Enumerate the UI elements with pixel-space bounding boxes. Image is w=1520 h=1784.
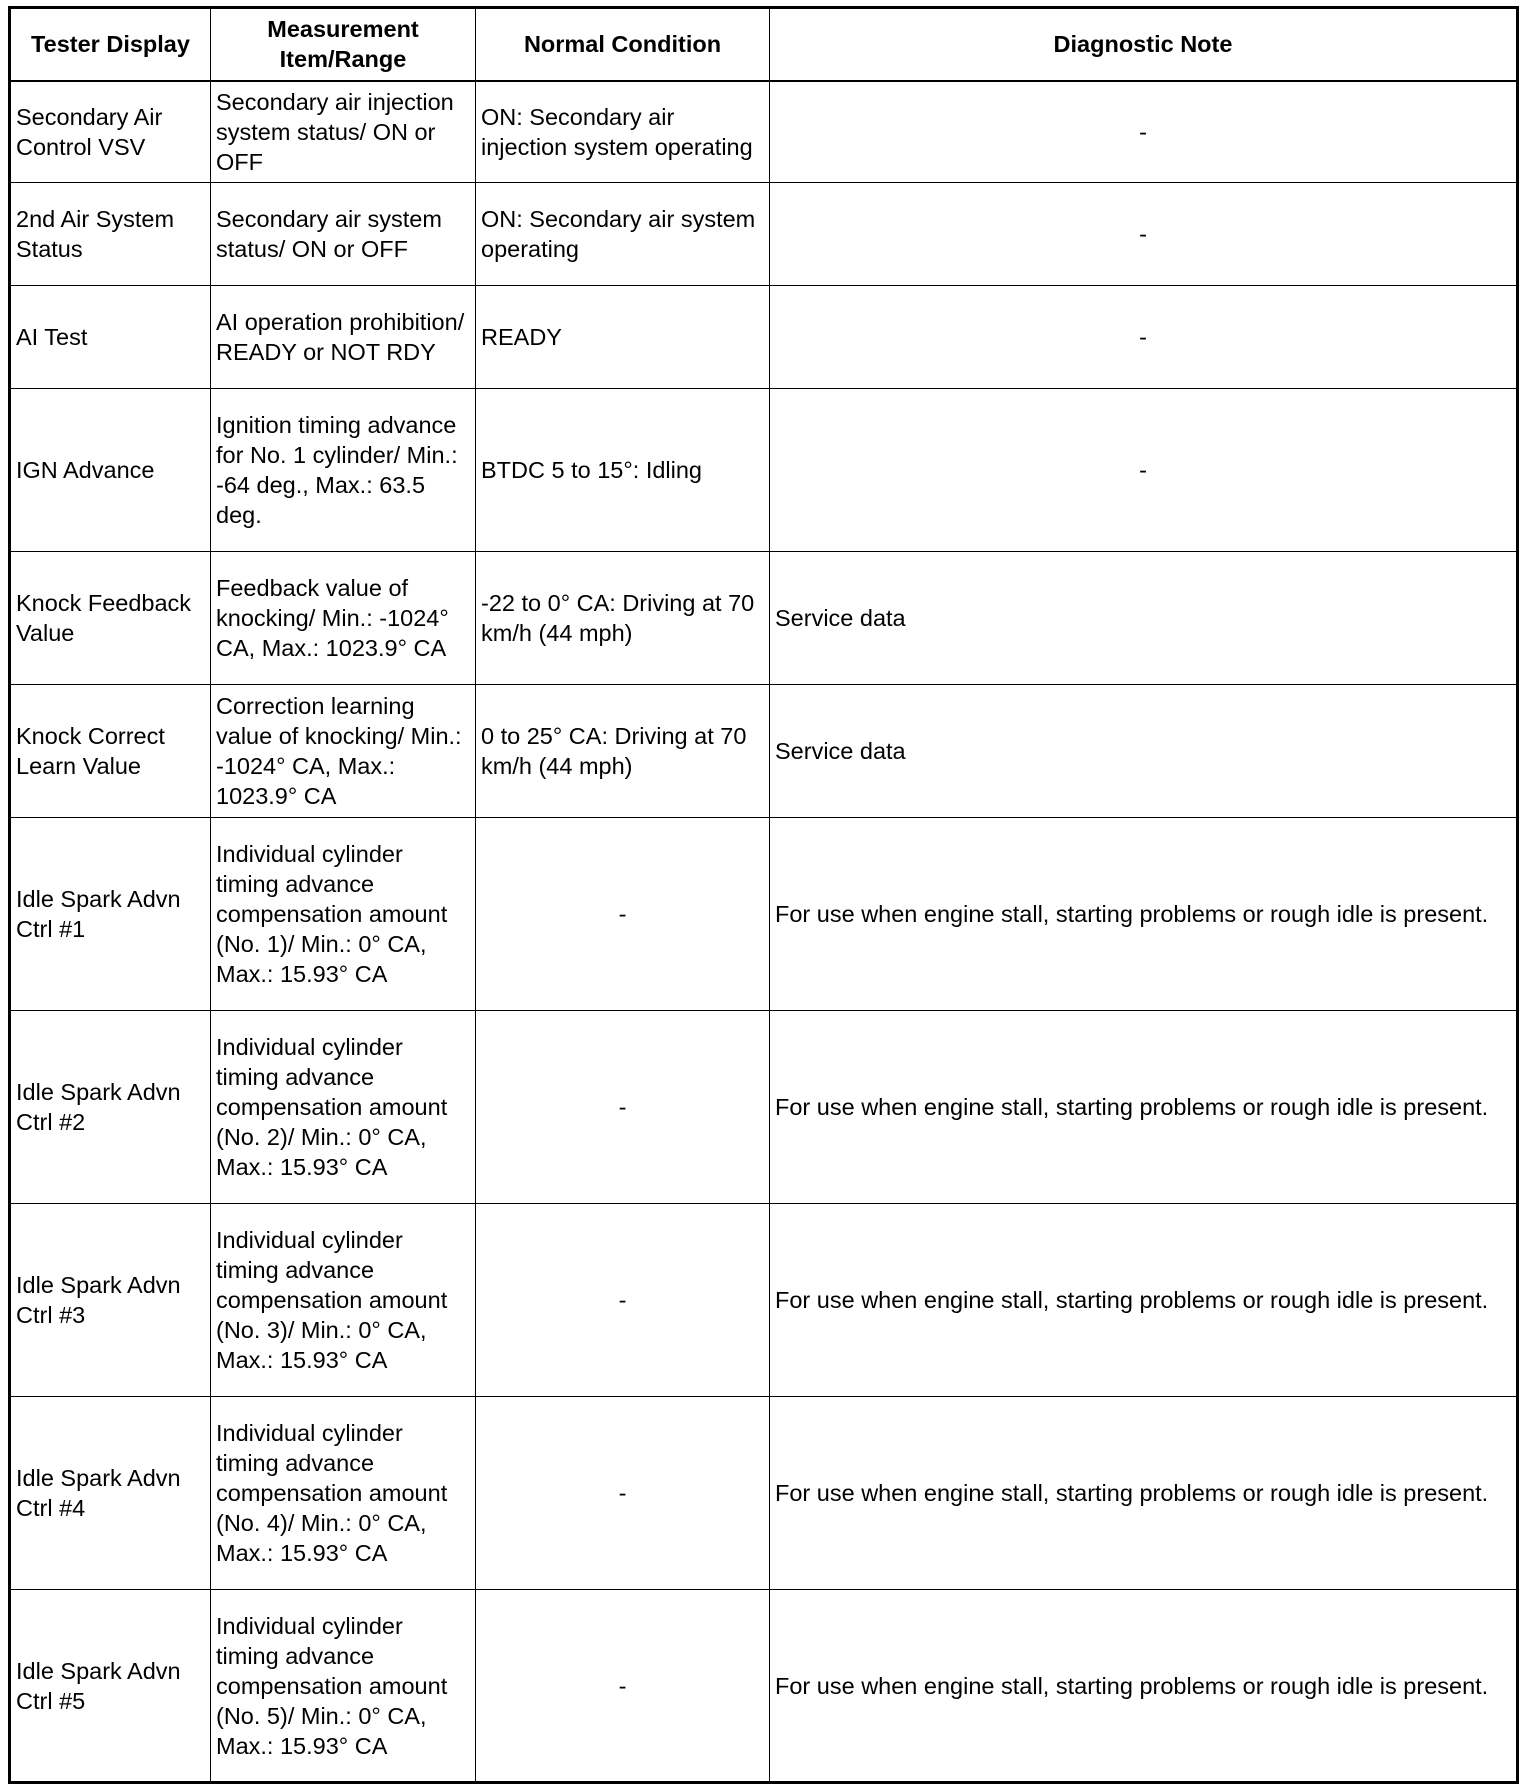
diagnostic-note-cell: For use when engine stall, starting problems or rough idle is present. [770, 1011, 1518, 1204]
measurement-cell: Correction learning value of knocking/ Min.: -1024° CA, Max.: 1023.9° CA [211, 685, 476, 818]
table-row [10, 1590, 1518, 1783]
measurement-cell: Individual cylinder timing advance compensation amount (No. 3)/ Min.: 0° CA, Max.: 15.93° CA [211, 1204, 476, 1397]
diagnostic-note-cell: Service data [770, 685, 1518, 818]
header-normal-condition: Normal Condition [476, 8, 770, 81]
diagnostic-note-cell: - [770, 183, 1518, 286]
normal-condition-cell: ON: Secondary air injection system operating [476, 81, 770, 183]
table-header-row [10, 8, 1518, 81]
tester-display-cell: Idle Spark Advn Ctrl #3 [10, 1204, 211, 1397]
measurement-cell: Secondary air injection system status/ ON or OFF [211, 81, 476, 183]
tester-display-cell: Idle Spark Advn Ctrl #2 [10, 1011, 211, 1204]
measurement-cell: AI operation prohibition/ READY or NOT RDY [211, 286, 476, 389]
tester-display-cell: Idle Spark Advn Ctrl #4 [10, 1397, 211, 1590]
measurement-cell: Individual cylinder timing advance compensation amount (No. 4)/ Min.: 0° CA, Max.: 15.93° CA [211, 1397, 476, 1590]
measurement-cell: Individual cylinder timing advance compensation amount (No. 1)/ Min.: 0° CA, Max.: 15.93° CA [211, 818, 476, 1011]
tester-display-cell: AI Test [10, 286, 211, 389]
tester-display-cell: Idle Spark Advn Ctrl #5 [10, 1590, 211, 1783]
tester-display-cell: Secondary Air Control VSV [10, 81, 211, 183]
measurement-cell: Individual cylinder timing advance compensation amount (No. 2)/ Min.: 0° CA, Max.: 15.93° CA [211, 1011, 476, 1204]
table-row [10, 818, 1518, 1011]
normal-condition-cell: - [476, 1204, 770, 1397]
normal-condition-cell: READY [476, 286, 770, 389]
diagnostic-note-cell: - [770, 286, 1518, 389]
tester-display-cell: IGN Advance [10, 389, 211, 552]
normal-condition-cell: ON: Secondary air system operating [476, 183, 770, 286]
table-row [10, 552, 1518, 685]
normal-condition-cell: - [476, 1590, 770, 1783]
table-row [10, 1011, 1518, 1204]
measurement-cell: Secondary air system status/ ON or OFF [211, 183, 476, 286]
measurement-cell: Ignition timing advance for No. 1 cylinder/ Min.: -64 deg., Max.: 63.5 deg. [211, 389, 476, 552]
normal-condition-cell: -22 to 0° CA: Driving at 70 km/h (44 mph) [476, 552, 770, 685]
table-row [10, 81, 1518, 183]
table-row [10, 685, 1518, 818]
header-tester-display: Tester Display [10, 8, 211, 81]
table-row [10, 1204, 1518, 1397]
normal-condition-cell: - [476, 1011, 770, 1204]
diagnostic-note-cell: For use when engine stall, starting problems or rough idle is present. [770, 818, 1518, 1011]
table-row [10, 1397, 1518, 1590]
diagnostic-note-cell: For use when engine stall, starting problems or rough idle is present. [770, 1590, 1518, 1783]
diagnostic-note-cell: For use when engine stall, starting problems or rough idle is present. [770, 1204, 1518, 1397]
diagnostic-note-cell: For use when engine stall, starting problems or rough idle is present. [770, 1397, 1518, 1590]
table-row [10, 183, 1518, 286]
normal-condition-cell: 0 to 25° CA: Driving at 70 km/h (44 mph) [476, 685, 770, 818]
measurement-cell: Individual cylinder timing advance compensation amount (No. 5)/ Min.: 0° CA, Max.: 15.93° CA [211, 1590, 476, 1783]
table-row [10, 389, 1518, 552]
normal-condition-cell: - [476, 818, 770, 1011]
tester-display-cell: Idle Spark Advn Ctrl #1 [10, 818, 211, 1011]
table-row [10, 286, 1518, 389]
diagnostic-note-cell: - [770, 389, 1518, 552]
measurement-cell: Feedback value of knocking/ Min.: -1024° CA, Max.: 1023.9° CA [211, 552, 476, 685]
header-diagnostic-note: Diagnostic Note [770, 8, 1518, 81]
tester-display-cell: Knock Feedback Value [10, 552, 211, 685]
tester-display-cell: 2nd Air System Status [10, 183, 211, 286]
normal-condition-cell: BTDC 5 to 15°: Idling [476, 389, 770, 552]
diagnostic-note-cell: - [770, 81, 1518, 183]
diagnostic-note-cell: Service data [770, 552, 1518, 685]
diagnostic-data-table [8, 6, 1519, 1784]
header-measurement-item-range: Measurement Item/Range [211, 8, 476, 81]
normal-condition-cell: - [476, 1397, 770, 1590]
tester-display-cell: Knock Correct Learn Value [10, 685, 211, 818]
